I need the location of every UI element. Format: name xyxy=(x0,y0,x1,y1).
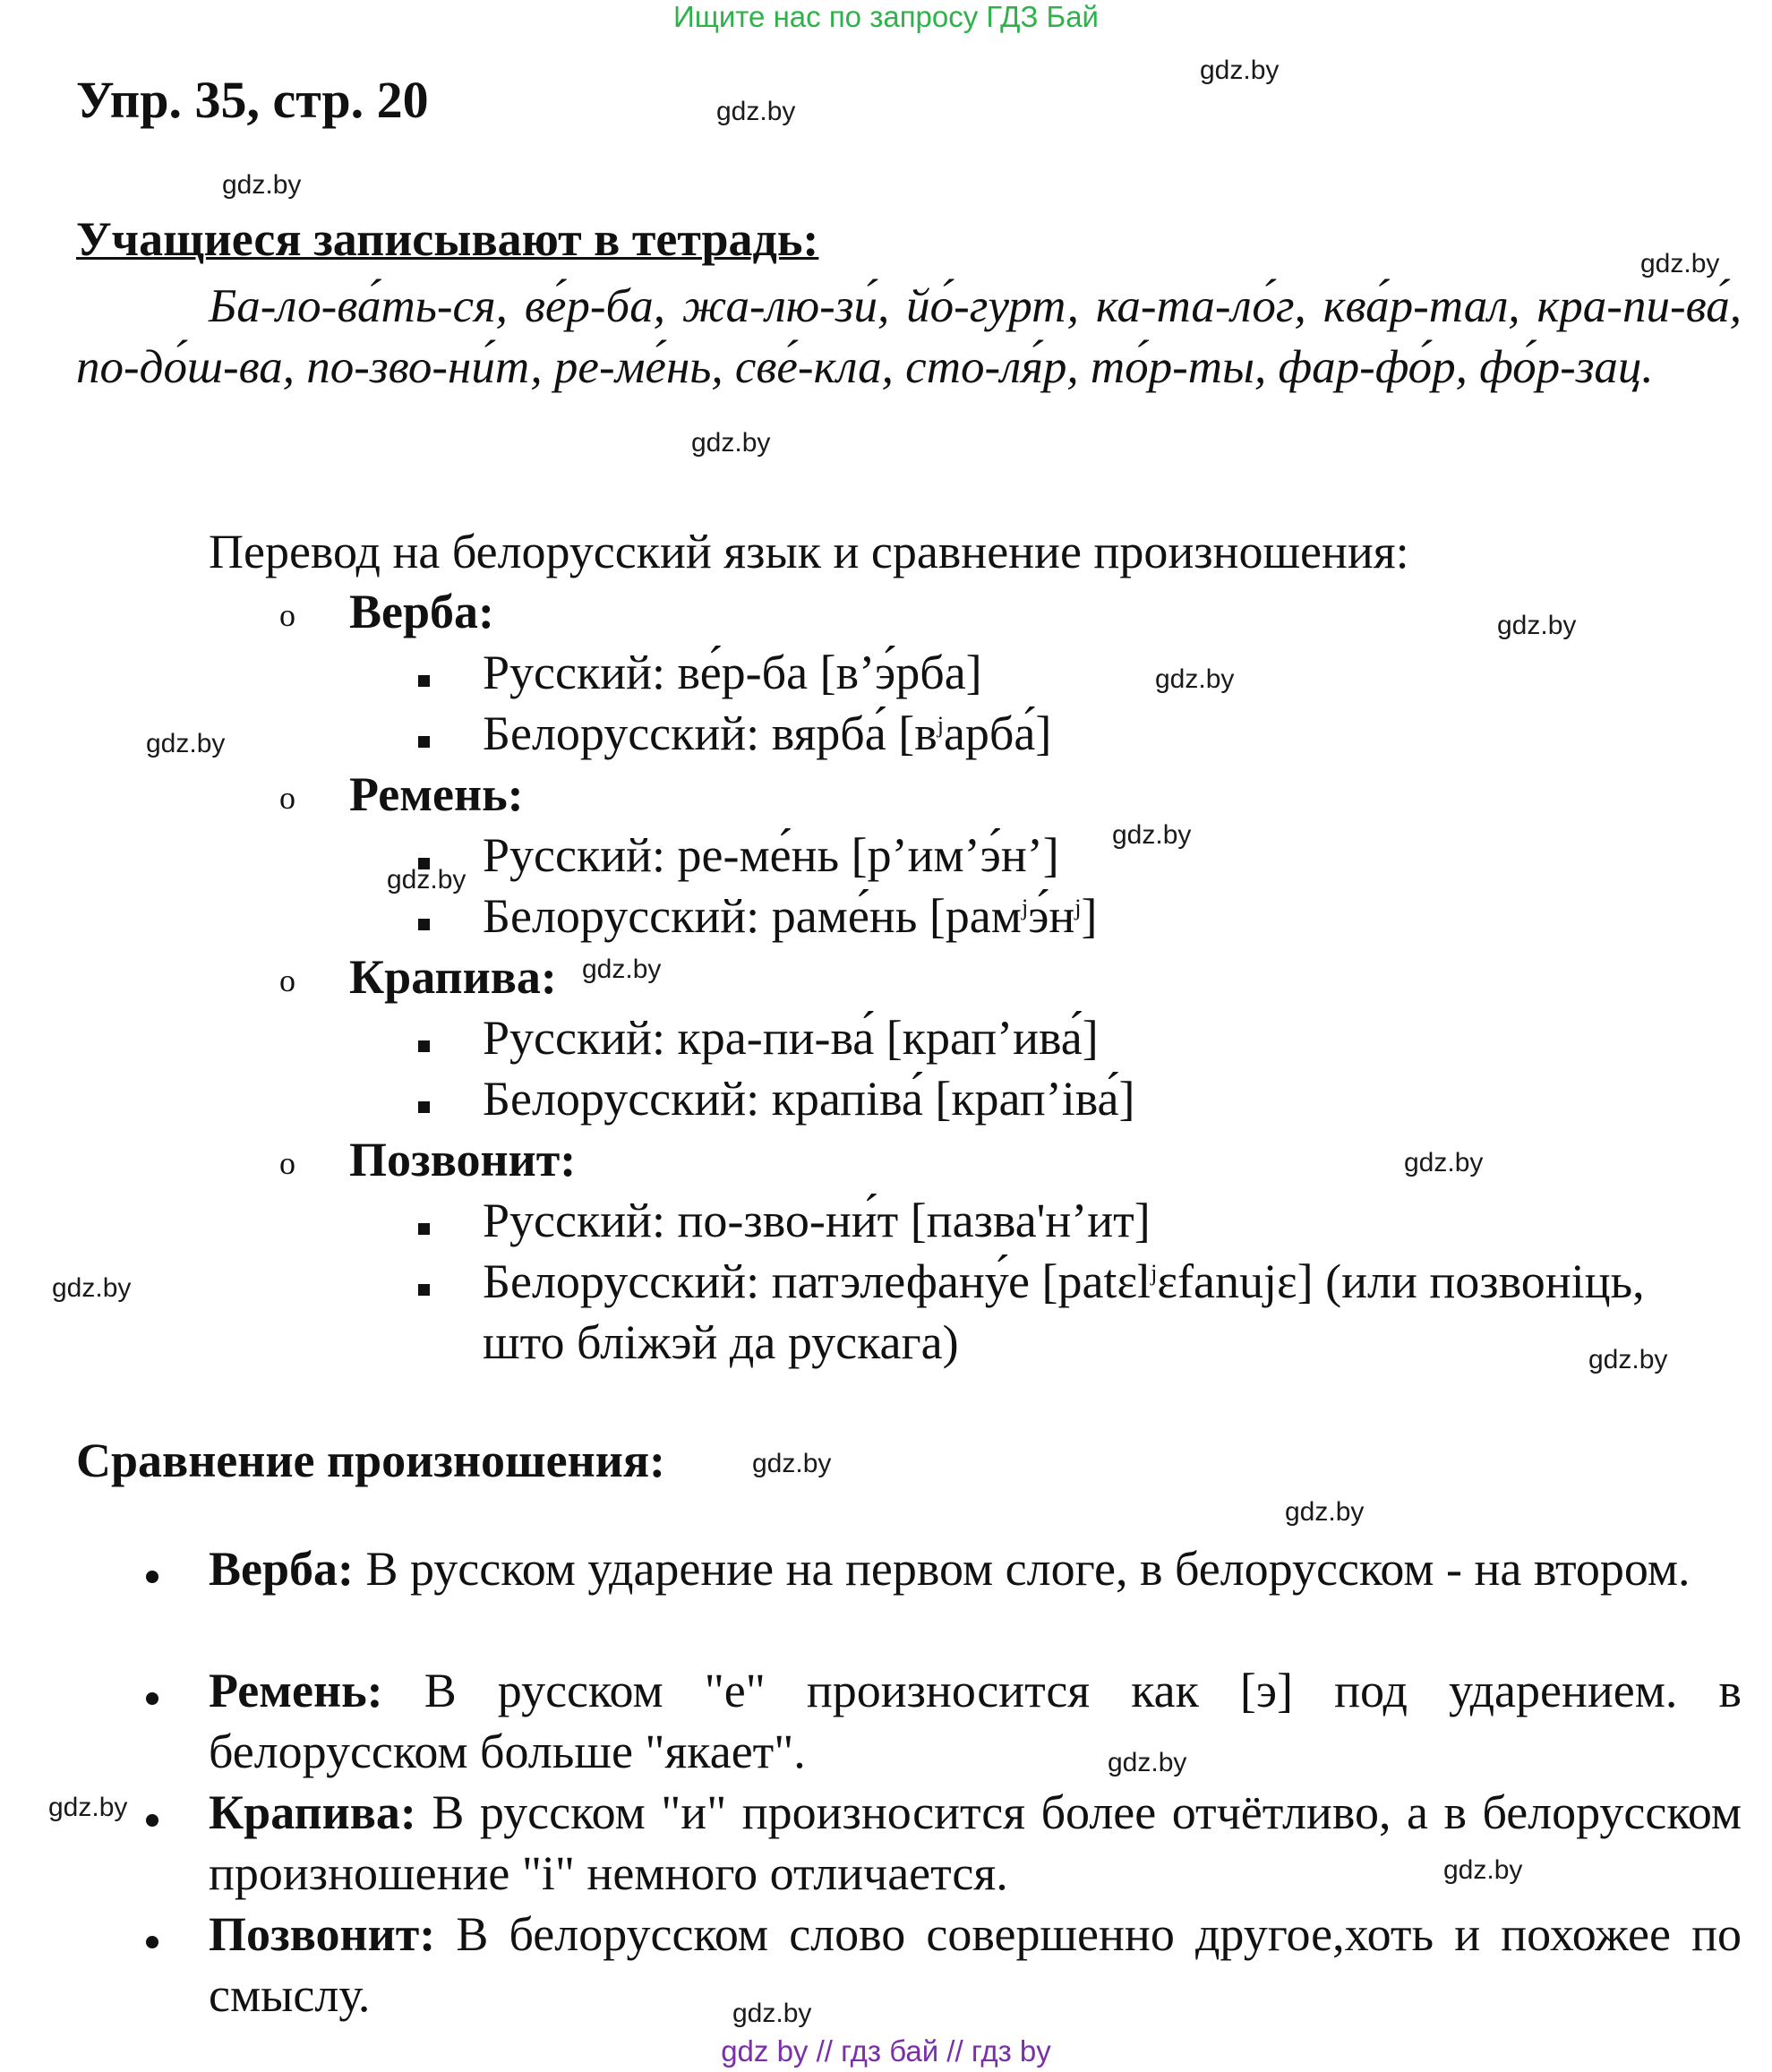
watermark: gdz.by xyxy=(1588,1345,1668,1374)
comparison-item: Позвонит: В белорусском слово совершенно другое,хоть и похожее по смыслу. xyxy=(209,1907,1742,2022)
translation-belarusian: Белорусский: вярба́ $[в^jарба́]$ xyxy=(483,706,1052,760)
watermark: gdz.by xyxy=(387,865,467,895)
translation-word: Верба: xyxy=(349,585,494,638)
bullet-dot xyxy=(146,1936,158,1948)
translation-russian: Русский: ре-ме́нь [р’им’э́н’] xyxy=(483,828,1059,882)
translation-word: Позвонит: xyxy=(349,1133,577,1186)
square-bullet xyxy=(418,1040,430,1052)
translation-belarusian: Белорусский: раме́нь $[рам^jэ́н^j]$ xyxy=(483,889,1098,943)
comparison-title: Сравнение произношения: xyxy=(76,1434,666,1487)
circle-bullet: o xyxy=(279,597,295,633)
watermark: gdz.by xyxy=(582,955,662,984)
circle-bullet: o xyxy=(279,1145,295,1181)
watermark: gdz.by xyxy=(732,1999,812,2028)
square-bullet xyxy=(418,1101,430,1113)
footer-links[interactable]: gdz by // гдз бай // гдз by xyxy=(721,2034,1051,2068)
watermark: gdz.by xyxy=(1200,56,1280,85)
comparison-item: Ремень: В русском "е" произносится как [э] под ударением. в белорусском больше "якает". xyxy=(209,1664,1742,1778)
watermark: gdz.by xyxy=(1497,611,1577,640)
top-banner[interactable]: Ищите нас по запросу ГДЗ Бай xyxy=(673,0,1099,33)
watermark: gdz.by xyxy=(222,170,302,200)
translation-russian: Русский: по-зво-ни́т [пазва'н’ит] xyxy=(483,1194,1151,1247)
watermark: gdz.by xyxy=(1285,1497,1365,1527)
square-bullet xyxy=(418,919,430,930)
square-bullet xyxy=(418,1284,430,1296)
watermark: gdz.by xyxy=(48,1793,128,1822)
subheading: Учащиеся записывают в тетрадь: xyxy=(76,212,819,266)
watermark: gdz.by xyxy=(1404,1148,1484,1177)
square-bullet xyxy=(418,736,430,748)
circle-bullet: o xyxy=(279,780,295,816)
watermark: gdz.by xyxy=(691,428,771,458)
square-bullet xyxy=(418,675,430,687)
translation-word: Крапива: xyxy=(349,950,557,1004)
bullet-dot xyxy=(146,1814,158,1827)
square-bullet xyxy=(418,1223,430,1235)
watermark: gdz.by xyxy=(1443,1855,1523,1885)
translation-intro: Перевод на белорусский язык и сравнение произношения: xyxy=(209,525,1409,578)
circle-bullet: o xyxy=(279,963,295,998)
watermark: gdz.by xyxy=(752,1449,832,1478)
watermark: gdz.by xyxy=(1155,664,1235,694)
translation-belarusian-cont: што бліжэй да рускага) xyxy=(483,1315,959,1369)
bullet-dot xyxy=(146,1692,158,1705)
watermark: gdz.by xyxy=(52,1273,132,1303)
translation-belarusian: Белорусский: крапіва́ [крап’іва́] xyxy=(483,1072,1135,1126)
comparison-item: Крапива: В русском "и" произносится более отчётливо, а в белорусском произношение "і" немного отличается. xyxy=(209,1785,1742,1900)
watermark: gdz.by xyxy=(1112,820,1192,850)
bullet-dot xyxy=(146,1571,158,1583)
translation-belarusian: Белорусский: патэлефану́е [patɛl$^j$ɛfanujɛ] (или позвоніць, xyxy=(483,1254,1645,1308)
translation-russian: Русский: ве́р-ба [в’э́рба] xyxy=(483,646,982,699)
words-paragraph: Ба-ло-ва́ть-ся, ве́р-ба, жа-лю-зи́, йо́-гурт, ка-та-ло́г, ква́р-тал, кра-пи-ва́, по-до́ш-ва, по-зво-ни́т, ре-ме́нь, све́-кла, сто-ля́р, то́р-ты, фар-фо́р, фо́р-зац. xyxy=(76,280,1742,393)
translation-russian: Русский: кра-пи-ва́ [крап’ива́] xyxy=(483,1011,1099,1065)
watermark: gdz.by xyxy=(716,97,796,126)
watermark: gdz.by xyxy=(1640,249,1720,278)
watermark: gdz.by xyxy=(1108,1748,1187,1777)
translation-word: Ремень: xyxy=(349,767,524,821)
comparison-item: Верба: В русском ударение на первом слоге, в белорусском - на втором. xyxy=(209,1542,1691,1596)
page-title: Упр. 35, стр. 20 xyxy=(76,71,429,129)
watermark: gdz.by xyxy=(146,729,226,758)
